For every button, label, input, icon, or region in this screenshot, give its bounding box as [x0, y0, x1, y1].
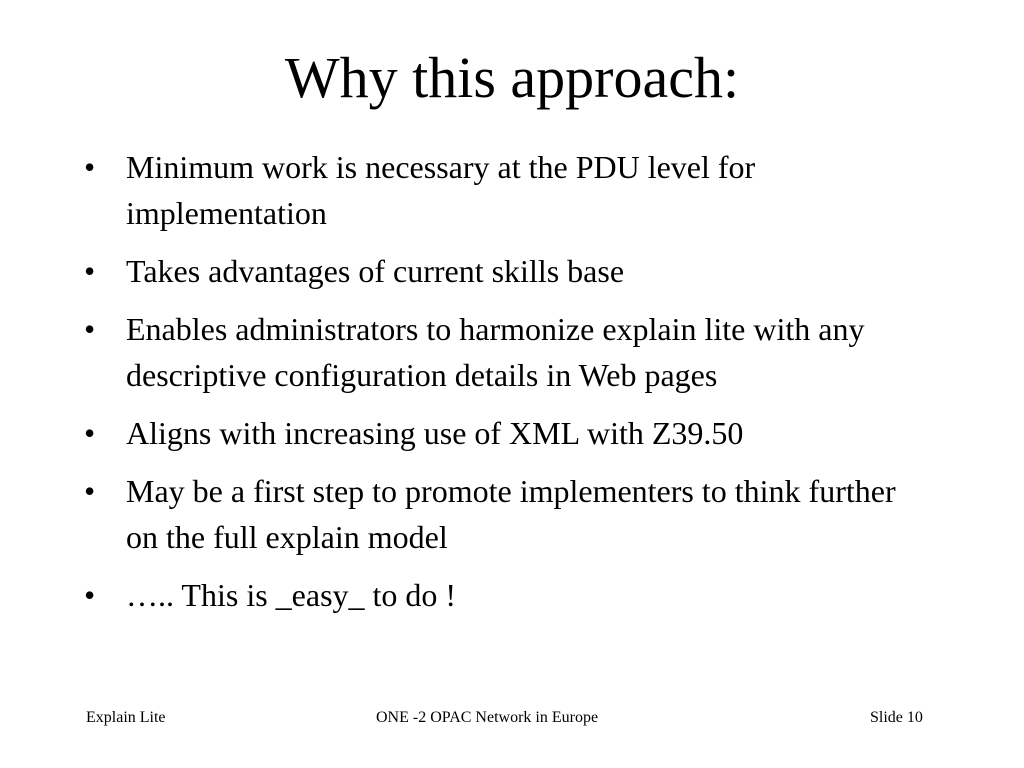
bullet-icon: • [84, 253, 96, 289]
slide-title: Why this approach: [284, 45, 740, 110]
bullet-item [84, 144, 934, 236]
bullet-item [84, 410, 934, 456]
bullet-icon: • [84, 473, 96, 509]
bullet-list [84, 144, 934, 630]
bullet-text: Minimum work is necessary at the PDU level for implementation [126, 149, 756, 231]
bullet-icon: • [84, 149, 96, 185]
bullet-item [84, 306, 934, 398]
footer-presentation-title: Explain Lite [86, 709, 166, 726]
bullet-text: May be a first step to promote implementers to think further on the full explain model [126, 473, 896, 555]
bullet-item [84, 248, 934, 294]
bullet-item [84, 468, 934, 560]
bullet-text: Takes advantages of current skills base [126, 253, 625, 289]
bullet-icon: • [84, 311, 96, 347]
bullet-icon: • [84, 577, 96, 613]
footer-slide-number: Slide 10 [870, 709, 923, 726]
bullet-icon: • [84, 415, 96, 451]
bullet-item [84, 572, 934, 618]
footer-project-name: ONE -2 OPAC Network in Europe [376, 709, 599, 726]
bullet-text: ….. This is _easy_ to do ! [126, 577, 457, 613]
bullet-text: Enables administrators to harmonize explain lite with any descriptive configuration details in Web pages [126, 311, 865, 393]
bullet-text: Aligns with increasing use of XML with Z39.50 [126, 415, 744, 451]
